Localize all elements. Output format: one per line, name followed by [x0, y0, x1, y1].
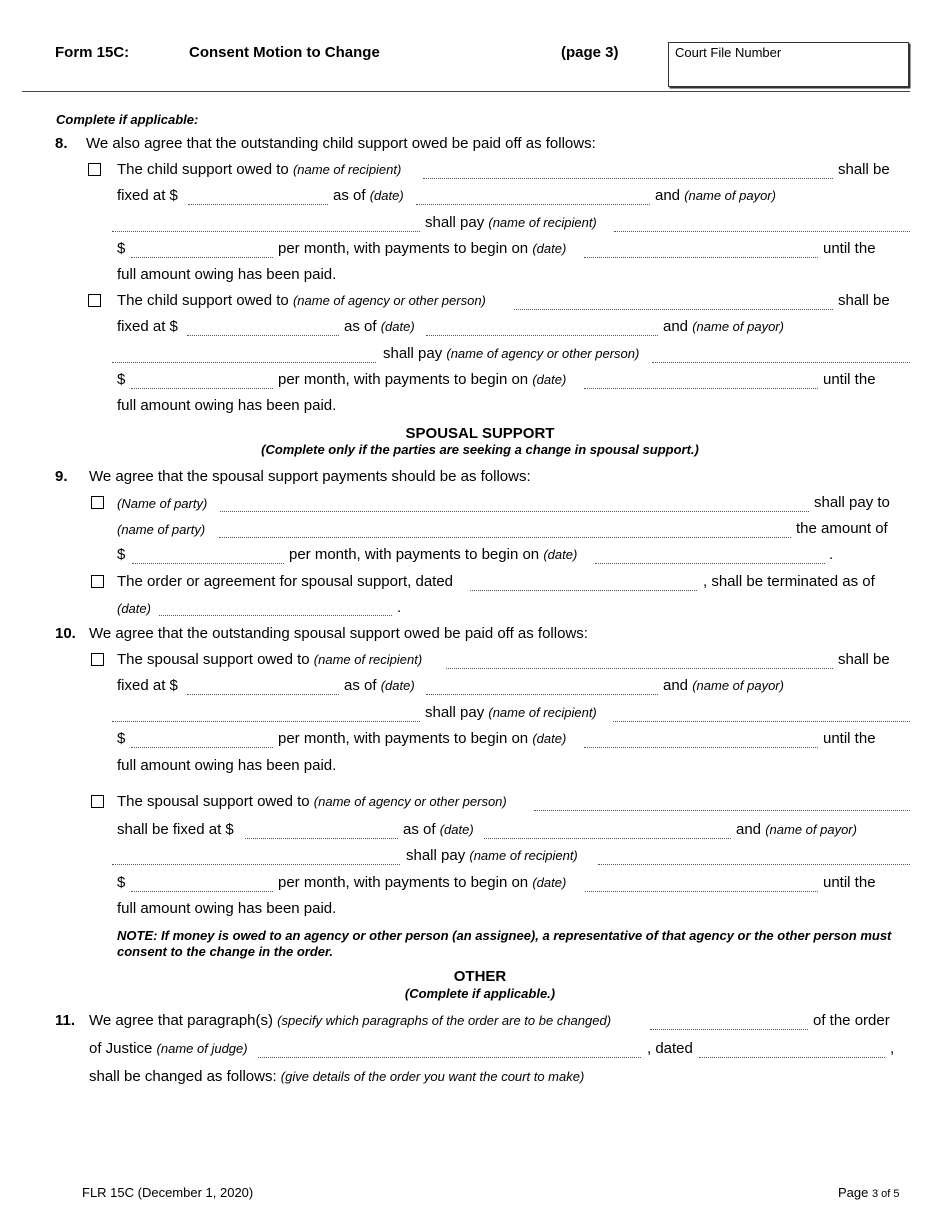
para-9a-period: .	[829, 546, 834, 563]
para-10b-until-the: until the	[823, 874, 876, 891]
para-9a-shall-pay-to: shall pay to	[814, 494, 890, 511]
para-8b-shall-pay: shall pay	[383, 345, 443, 362]
para-10b-pay-recipient-field[interactable]	[598, 864, 910, 865]
para-11-number: 11.	[55, 1012, 76, 1029]
para-10b-date-hint: (date)	[439, 822, 474, 837]
para-9a-amount-of: the amount of	[796, 520, 888, 537]
para-9a-party2-field[interactable]	[219, 537, 791, 538]
para-10a-as-of: as of	[344, 677, 377, 694]
form-id: FLR 15C (December 1, 2020)	[82, 1185, 254, 1200]
para-11-judge-hint: (name of judge)	[156, 1041, 248, 1056]
para-8b-dollar: $	[117, 371, 126, 388]
para-8a-shall-pay: shall pay	[425, 214, 485, 231]
form-title: Consent Motion to Change	[189, 44, 380, 61]
para-8b-monthly-field[interactable]	[131, 388, 273, 389]
para-10-number: 10.	[55, 625, 76, 642]
para-10a-and: and	[663, 677, 689, 694]
para-11-date-field[interactable]	[699, 1057, 885, 1058]
para-8b-date-hint: (date)	[380, 319, 415, 334]
para-10b-begin-date-hint: (date)	[532, 875, 567, 890]
para-10-intro: We agree that the outstanding spousal support owed be paid off as follows:	[89, 625, 588, 642]
para-8a-text: The child support owed to	[117, 161, 289, 178]
para-8a-dollar: $	[117, 240, 126, 257]
page-of: 3 of 5	[872, 1188, 900, 1200]
para-10b-checkbox[interactable]	[91, 795, 104, 808]
para-11-judge-field[interactable]	[258, 1057, 641, 1058]
para-10a-text: The spousal support owed to	[117, 651, 310, 668]
para-8a-per-month: per month, with payments to begin on	[278, 240, 529, 257]
para-8b-amount-field[interactable]	[187, 335, 339, 336]
para-8a-and: and	[655, 187, 681, 204]
para-8a-date-field[interactable]	[416, 204, 650, 205]
para-10a-recipient-hint: (name of recipient)	[313, 652, 423, 667]
court-file-number-label: Court File Number	[675, 45, 782, 60]
para-10a-dollar: $	[117, 730, 126, 747]
para-10b-amount-field[interactable]	[245, 838, 398, 839]
para-8b-pay-agency-hint: (name of agency or other person)	[446, 346, 640, 361]
para-10b-as-of: as of	[403, 821, 436, 838]
para-10b-payor-field[interactable]	[112, 864, 400, 865]
para-9a-begin-date-field[interactable]	[595, 563, 825, 564]
para-8a-begin-date-hint: (date)	[532, 241, 567, 256]
para-8a-checkbox[interactable]	[88, 163, 101, 176]
para-8a-recipient-field[interactable]	[423, 178, 833, 179]
para-11-paragraphs-field[interactable]	[650, 1029, 808, 1030]
spousal-support-heading: SPOUSAL SUPPORT	[405, 425, 555, 442]
para-11-of-justice: of Justice	[89, 1040, 153, 1057]
para-8a-amount-field[interactable]	[188, 204, 328, 205]
para-8b-pay-agency-field[interactable]	[652, 362, 910, 363]
para-11-of-the-order: of the order	[813, 1012, 890, 1029]
para-10a-begin-date-field[interactable]	[584, 747, 818, 748]
para-8a-fixed-at: fixed at $	[117, 187, 178, 204]
para-10b-fixed-at: shall be fixed at $	[117, 821, 234, 838]
para-10b-begin-date-field[interactable]	[585, 891, 818, 892]
para-8a-shall-be: shall be	[838, 161, 890, 178]
para-8b-full-amount: full amount owing has been paid.	[117, 397, 337, 414]
form-number: Form 15C:	[55, 44, 130, 61]
para-9b-text: The order or agreement for spousal support, dated	[117, 573, 454, 590]
para-10b-text: The spousal support owed to	[117, 793, 310, 810]
para-8b-until-the: until the	[823, 371, 876, 388]
para-8a-date-hint: (date)	[369, 188, 404, 203]
para-8b-payor-hint: (name of payor)	[692, 319, 784, 334]
para-10b-dollar: $	[117, 874, 126, 891]
para-8b-begin-date-hint: (date)	[532, 372, 567, 387]
spousal-support-subheading: (Complete only if the parties are seeking a change in spousal support.)	[261, 442, 699, 457]
para-9a-checkbox[interactable]	[91, 496, 104, 509]
para-9a-monthly-field[interactable]	[132, 563, 284, 564]
para-10b-agency-hint: (name of agency or other person)	[313, 794, 507, 809]
para-10b-payor-hint: (name of payor)	[765, 822, 857, 837]
para-8b-begin-date-field[interactable]	[584, 388, 818, 389]
para-10b-pay-recipient-hint: (name of recipient)	[469, 848, 578, 863]
para-9b-terminated: , shall be terminated as of	[703, 573, 875, 590]
para-8a-until-the: until the	[823, 240, 876, 257]
para-8a-full-amount: full amount owing has been paid.	[117, 266, 337, 283]
para-10a-checkbox[interactable]	[91, 653, 104, 666]
para-11-details-hint: (give details of the order you want the court to make)	[280, 1069, 585, 1084]
para-8a-begin-date-field[interactable]	[584, 257, 818, 258]
court-file-number-field[interactable]	[668, 42, 909, 87]
para-9a-party2-hint: (name of party)	[117, 522, 206, 537]
para-9a-party-hint: (Name of party)	[117, 496, 208, 511]
para-8a-pay-recipient-field[interactable]	[614, 231, 910, 232]
para-9b-date-field[interactable]	[159, 615, 392, 616]
para-8a-recipient-hint: (name of recipient)	[292, 162, 402, 177]
assignee-note: NOTE: If money is owed to an agency or other person (an assignee), a representative of that agency or the other person must consent to the change in the order.	[117, 928, 892, 959]
para-9a-per-month: per month, with payments to begin on	[289, 546, 540, 563]
para-9a-party-field[interactable]	[220, 511, 809, 512]
para-9-intro: We agree that the spousal support payments should be as follows:	[89, 468, 531, 485]
para-8b-payor-field[interactable]	[112, 362, 376, 363]
para-10a-date-field[interactable]	[426, 694, 658, 695]
header-divider	[22, 91, 910, 92]
para-10a-shall-be: shall be	[838, 651, 890, 668]
para-10b-date-field[interactable]	[484, 838, 731, 839]
para-10a-amount-field[interactable]	[187, 694, 339, 695]
para-9a-dollar: $	[117, 546, 126, 563]
para-9-number: 9.	[55, 468, 68, 485]
para-10a-shall-pay: shall pay	[425, 704, 485, 721]
para-10a-until-the: until the	[823, 730, 876, 747]
other-heading: OTHER	[453, 968, 507, 985]
para-9b-date-hint: (date)	[117, 601, 151, 616]
para-8a-monthly-field[interactable]	[131, 257, 273, 258]
para-11-dated: , dated	[647, 1040, 693, 1057]
para-10a-begin-date-hint: (date)	[532, 731, 567, 746]
para-8a-as-of: as of	[333, 187, 366, 204]
complete-if-applicable: Complete if applicable:	[56, 112, 199, 127]
para-8b-agency-hint: (name of agency or other person)	[292, 293, 486, 308]
para-8b-checkbox[interactable]	[88, 294, 101, 307]
para-10a-pay-recipient-field[interactable]	[613, 721, 910, 722]
para-8b-per-month: per month, with payments to begin on	[278, 371, 529, 388]
page-label: (page 3)	[561, 44, 619, 61]
para-11-text: We agree that paragraph(s)	[89, 1012, 273, 1029]
para-8a-pay-recipient-hint: (name of recipient)	[488, 215, 597, 230]
para-10a-payor-hint: (name of payor)	[692, 678, 784, 693]
para-11-paragraphs-hint: (specify which paragraphs of the order are to be changed)	[277, 1013, 612, 1028]
para-8-number: 8.	[55, 135, 68, 152]
para-10a-per-month: per month, with payments to begin on	[278, 730, 529, 747]
para-10a-date-hint: (date)	[380, 678, 415, 693]
para-8a-payor-field[interactable]	[112, 231, 420, 232]
para-9a-begin-date-hint: (date)	[543, 547, 578, 562]
para-10b-shall-pay: shall pay	[406, 847, 466, 864]
para-8-intro: We also agree that the outstanding child support owed be paid off as follows:	[86, 135, 596, 152]
para-10a-full-amount: full amount owing has been paid.	[117, 757, 337, 774]
para-8b-date-field[interactable]	[426, 335, 658, 336]
page-word: Page	[838, 1185, 869, 1200]
para-10b-monthly-field[interactable]	[131, 891, 273, 892]
para-8b-as-of: as of	[344, 318, 377, 335]
para-10b-full-amount: full amount owing has been paid.	[117, 900, 337, 917]
para-10a-fixed-at: fixed at $	[117, 677, 178, 694]
para-11-comma: ,	[890, 1040, 895, 1057]
para-11-changed-as-follows: shall be changed as follows:	[89, 1068, 277, 1085]
para-8b-and: and	[663, 318, 689, 335]
para-8a-payor-hint: (name of payor)	[684, 188, 776, 203]
para-10a-pay-recipient-hint: (name of recipient)	[488, 705, 597, 720]
para-10b-per-month: per month, with payments to begin on	[278, 874, 529, 891]
para-9b-dated-field[interactable]	[470, 590, 697, 591]
para-10a-recipient-field[interactable]	[446, 668, 833, 669]
para-8b-text: The child support owed to	[117, 292, 289, 309]
para-9b-period: .	[397, 599, 402, 616]
para-9b-checkbox[interactable]	[91, 575, 104, 588]
para-10a-monthly-field[interactable]	[131, 747, 273, 748]
para-10b-agency-field[interactable]	[534, 810, 910, 811]
other-subheading: (Complete if applicable.)	[404, 986, 556, 1001]
para-8b-agency-field[interactable]	[514, 309, 833, 310]
para-10b-and: and	[736, 821, 762, 838]
para-8b-fixed-at: fixed at $	[117, 318, 178, 335]
para-8b-shall-be: shall be	[838, 292, 890, 309]
para-10a-payor-field[interactable]	[112, 721, 420, 722]
